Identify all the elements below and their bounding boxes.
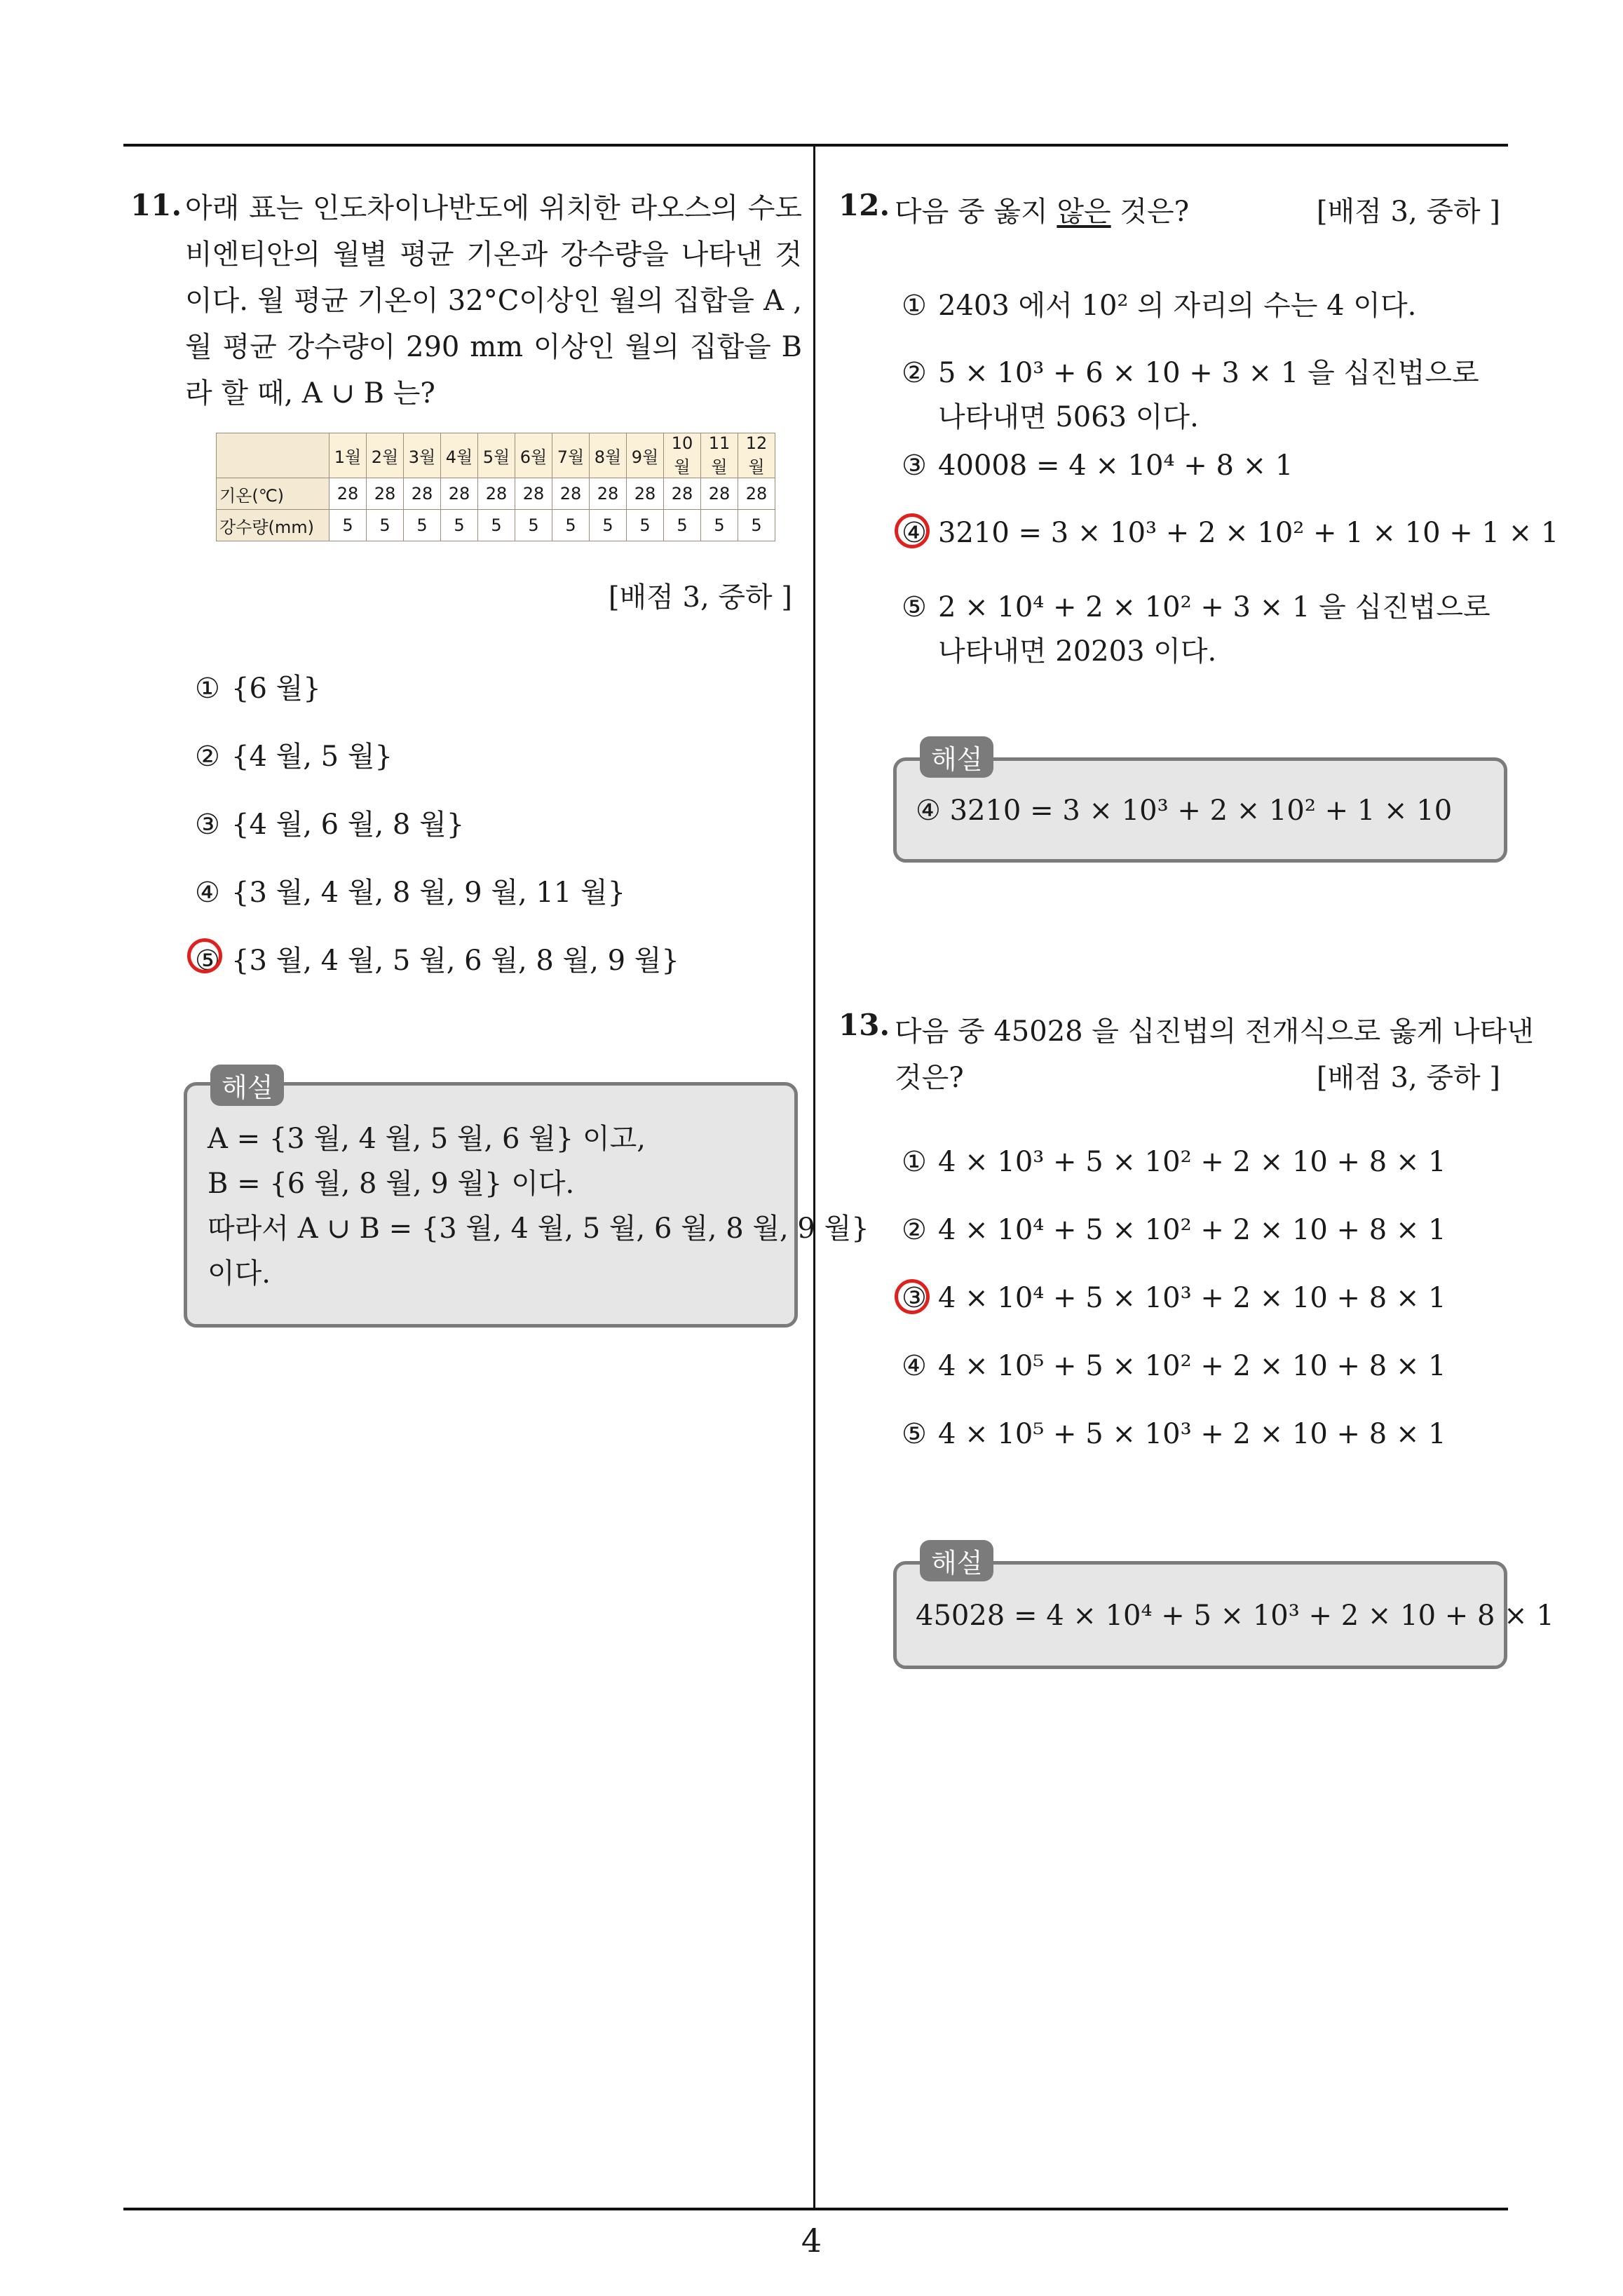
option-2[interactable]: [195, 734, 393, 774]
solution-line: ④ 3210 = 3 × 10³ + 2 × 10² + 1 × 10: [916, 795, 1453, 827]
solution-line: 따라서 A ∪ B = {3 월, 4 월, 5 월, 6 월, 8 월, 9 월}: [208, 1213, 869, 1245]
answer-circle-mark: [895, 513, 930, 548]
option-number: ③: [195, 809, 220, 841]
month-header: 12월: [738, 433, 775, 478]
option-5[interactable]: [902, 1418, 1446, 1450]
solution-label: 해설: [920, 1540, 993, 1581]
row-header-rainfall: 강수량(mm): [217, 510, 330, 541]
option-3[interactable]: [902, 1282, 1446, 1314]
option-text: {6 월}: [231, 673, 321, 705]
solution-line: 45028 = 4 × 10⁴ + 5 × 10³ + 2 × 10 + 8 × 1: [916, 1600, 1554, 1632]
answer-circle-mark: [895, 1279, 930, 1314]
month-header: 3월: [404, 433, 441, 478]
table-cell: 5: [441, 510, 478, 541]
option-number: ⑤: [195, 945, 220, 977]
question-number: 13.: [838, 1008, 890, 1042]
table-cell: 5: [404, 510, 441, 541]
table-cell: 28: [590, 478, 627, 510]
option-number: ④: [902, 517, 927, 549]
month-header: 2월: [367, 433, 404, 478]
solution-line: 이다.: [208, 1257, 271, 1290]
option-5-continuation: [938, 629, 1216, 669]
option-text: 4 × 10⁴ + 5 × 10³ + 2 × 10 + 8 × 1: [938, 1282, 1446, 1314]
table-cell: 28: [367, 478, 404, 510]
option-number: ⑤: [902, 1418, 927, 1450]
option-4[interactable]: [902, 517, 1559, 549]
table-row: [217, 478, 775, 510]
option-number: ⑤: [902, 591, 927, 623]
option-2-continuation: [938, 395, 1199, 435]
question-number: 11.: [130, 188, 182, 222]
month-header: 6월: [515, 433, 552, 478]
score-label: [배점 3, 중하 ]: [1316, 1062, 1500, 1094]
month-header: 8월: [590, 433, 627, 478]
question-text: [895, 189, 1189, 229]
table-cell: 5: [478, 510, 515, 541]
table-cell: 5: [738, 510, 775, 541]
option-text: {4 월, 6 월, 8 월}: [231, 809, 465, 841]
answer-circle-mark: [187, 938, 222, 973]
option-2[interactable]: [902, 1214, 1446, 1246]
score-label: [배점 3, 중하 ]: [608, 581, 792, 614]
option-3[interactable]: [902, 450, 1293, 482]
month-header: 1월: [330, 433, 367, 478]
question-text: 아래 표는 인도차이나반도에 위치한 라오스의 수도 비엔티안의 월별 평균 기온과 강수량을 나타낸 것이다. 월 평균 기온이 32°C이상인 월의 집합을 A , 월 평균 강수량이 290 mm 이상인 월의 집합을 B 라 할 때, A ∪ B 는?: [185, 192, 802, 410]
option-number: ①: [195, 673, 220, 705]
option-text: 2 × 10⁴ + 2 × 10² + 3 × 1 을 십진법으로: [938, 591, 1490, 623]
option-1[interactable]: [902, 1146, 1446, 1178]
option-text: 2403 에서 10² 의 자리의 수는 4 이다.: [938, 290, 1417, 322]
option-4[interactable]: [902, 1350, 1446, 1382]
row-header-temperature: 기온(℃): [217, 478, 330, 510]
option-text: {3 월, 4 월, 5 월, 6 월, 8 월, 9 월}: [231, 945, 679, 977]
question-text: 것은?: [895, 1062, 964, 1094]
top-rule: [123, 144, 1508, 147]
month-header: 7월: [552, 433, 590, 478]
option-number: ②: [195, 741, 220, 773]
table-header-row: [217, 433, 775, 478]
option-5[interactable]: [902, 585, 1490, 625]
option-text: 나타내면 5063 이다.: [938, 401, 1199, 433]
month-header: 11월: [701, 433, 738, 478]
option-text: {3 월, 4 월, 8 월, 9 월, 11 월}: [231, 877, 626, 909]
option-4[interactable]: [195, 870, 625, 910]
option-number: ④: [902, 1350, 927, 1382]
option-number: ②: [902, 1214, 927, 1246]
option-1[interactable]: [902, 283, 1416, 323]
table-cell: 28: [664, 478, 701, 510]
option-2[interactable]: [902, 351, 1479, 391]
option-text: 4 × 10⁴ + 5 × 10² + 2 × 10 + 8 × 1: [938, 1214, 1446, 1246]
option-5[interactable]: [195, 938, 679, 978]
solution-line: A = {3 월, 4 월, 5 월, 6 월} 이고,: [208, 1123, 646, 1155]
table-cell: 5: [701, 510, 738, 541]
month-header: 5월: [478, 433, 515, 478]
option-text: 4 × 10⁵ + 5 × 10² + 2 × 10 + 8 × 1: [938, 1350, 1446, 1382]
solution-line: B = {6 월, 8 월, 9 월} 이다.: [208, 1168, 575, 1200]
solution-label: 해설: [210, 1065, 284, 1106]
question-number: 12.: [838, 188, 890, 222]
option-number: ②: [902, 357, 927, 389]
table-cell: 28: [701, 478, 738, 510]
table-cell: 5: [330, 510, 367, 541]
option-1[interactable]: [195, 666, 321, 706]
question-text: 다음 중 45028 을 십진법의 전개식으로 옳게 나타낸: [895, 1015, 1534, 1048]
option-text: 4 × 10⁵ + 5 × 10³ + 2 × 10 + 8 × 1: [938, 1418, 1446, 1450]
option-text: 나타내면 20203 이다.: [938, 635, 1217, 668]
table-corner: [217, 433, 330, 478]
month-header: 4월: [441, 433, 478, 478]
question-text-part: 것은?: [1111, 196, 1190, 228]
table-cell: 28: [441, 478, 478, 510]
table-cell: 5: [627, 510, 664, 541]
climate-table: [216, 433, 775, 541]
table-cell: 28: [330, 478, 367, 510]
option-text: {4 월, 5 월}: [231, 741, 393, 773]
table-cell: 28: [627, 478, 664, 510]
option-text: 40008 = 4 × 10⁴ + 8 × 1: [938, 450, 1293, 482]
table-row: [217, 510, 775, 541]
option-number: ③: [902, 1282, 927, 1314]
table-cell: 5: [552, 510, 590, 541]
table-cell: 28: [552, 478, 590, 510]
option-text: 5 × 10³ + 6 × 10 + 3 × 1 을 십진법으로: [938, 357, 1479, 389]
table-cell: 5: [590, 510, 627, 541]
table-cell: 5: [367, 510, 404, 541]
option-number: ④: [195, 877, 220, 909]
month-header: 10월: [664, 433, 701, 478]
option-number: ①: [902, 1146, 927, 1178]
month-header: 9월: [627, 433, 664, 478]
table-cell: 28: [738, 478, 775, 510]
page-number: 4: [801, 2222, 822, 2260]
table-cell: 28: [478, 478, 515, 510]
table-cell: 28: [515, 478, 552, 510]
option-text: 3210 = 3 × 10³ + 2 × 10² + 1 × 10 + 1 × 1: [938, 517, 1559, 549]
option-number: ③: [902, 450, 927, 482]
score-label: [배점 3, 중하 ]: [1316, 196, 1500, 228]
solution-label: 해설: [920, 736, 993, 778]
column-divider: [813, 145, 815, 2209]
option-3[interactable]: [195, 802, 464, 842]
question-text-emphasis: 않은: [1057, 196, 1111, 228]
bottom-rule: [123, 2208, 1508, 2210]
table-cell: 5: [515, 510, 552, 541]
question-text-part: 다음 중 옳지: [895, 196, 1057, 228]
table-cell: 5: [664, 510, 701, 541]
option-text: 4 × 10³ + 5 × 10² + 2 × 10 + 8 × 1: [938, 1146, 1446, 1178]
table-cell: 28: [404, 478, 441, 510]
option-number: ①: [902, 290, 927, 322]
